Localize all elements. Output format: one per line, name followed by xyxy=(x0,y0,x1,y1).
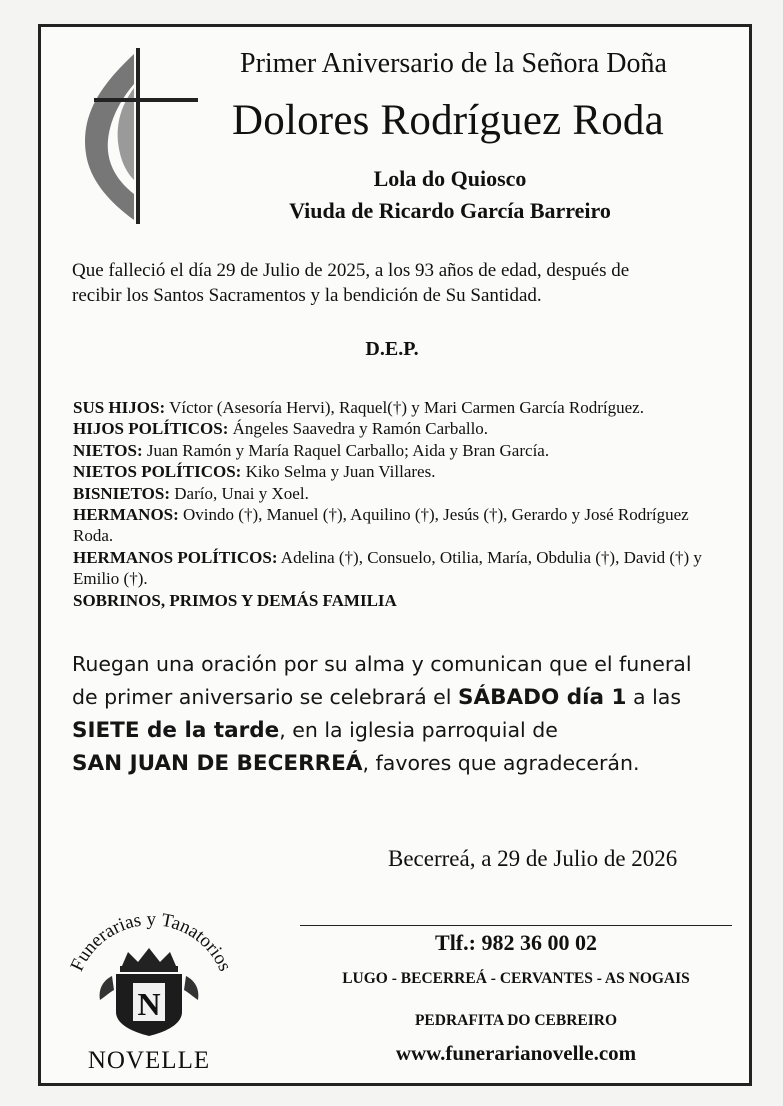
family-text: Kiko Selma y Juan Villares. xyxy=(241,462,436,482)
family-label: BISNIETOS: xyxy=(73,483,171,503)
family-row xyxy=(73,590,733,611)
widow-line: Viuda de Ricardo García Barreiro xyxy=(289,198,611,223)
family-label: HERMANOS: xyxy=(73,505,179,525)
funeral-day: SÁBADO día 1 xyxy=(458,685,627,710)
funeral-church: SAN JUAN DE BECERREÁ xyxy=(72,751,363,776)
funeral-line: Ruegan una oración por su alma y comunican que el funeral xyxy=(72,652,692,676)
funeral-line: , en la iglesia parroquial de xyxy=(279,718,558,742)
funeral-time: SIETE de la tarde xyxy=(72,718,280,743)
family-text: Adelina (†), Consuelo, Otilia, María, Obdulia (†), David (†) y Emilio (†). xyxy=(73,547,702,589)
footer-cities: LUGO - BECERREÁ - CERVANTES - AS NOGAIS xyxy=(342,970,690,987)
family-row xyxy=(73,440,733,461)
family-text: Darío, Unai y Xoel. xyxy=(170,483,309,503)
place-date: Becerreá, a 29 de Julio de 2026 xyxy=(388,846,678,871)
novelle-logo-icon xyxy=(54,908,244,1076)
funeral-line: , favores que agradecerán. xyxy=(362,751,640,775)
family-row xyxy=(73,397,733,418)
family-text: Víctor (Asesoría Hervi), Raquel(†) y Mari Carmen García Rodríguez. xyxy=(165,398,644,417)
family-label: SOBRINOS, PRIMOS Y DEMÁS FAMILIA xyxy=(73,590,397,610)
family-row xyxy=(73,547,713,590)
family-row xyxy=(73,483,733,504)
funeral-announcement xyxy=(72,648,744,780)
intro-line: recibir los Santos Sacramentos y la bendición de Su Santidad. xyxy=(72,285,542,306)
anniversary-heading: Primer Aniversario de la Señora Doña xyxy=(240,48,667,79)
cross-flame-icon xyxy=(72,44,200,224)
logo-brand: NOVELLE xyxy=(87,1047,211,1074)
intro-paragraph xyxy=(72,258,712,308)
family-label: SUS HIJOS: xyxy=(73,398,166,417)
footer-divider xyxy=(300,925,732,926)
family-row xyxy=(73,461,733,482)
funeral-line: de primer aniversario se celebrará el xyxy=(72,685,458,709)
family-label: NIETOS: xyxy=(73,440,143,460)
family-row xyxy=(73,504,698,547)
footer-phone: Tlf.: 982 36 00 02 xyxy=(435,930,597,955)
dep-text: D.E.P. xyxy=(365,338,419,360)
footer-cities-2: PEDRAFITA DO CEBREIRO xyxy=(414,1012,618,1029)
family-row xyxy=(73,418,733,439)
footer-website: www.funerarianovelle.com xyxy=(395,1041,637,1065)
family-text: Ovindo (†), Manuel (†), Aquilino (†), Jesús (†), Gerardo y José Rodríguez Roda. xyxy=(73,505,689,546)
family-label: NIETOS POLÍTICOS: xyxy=(73,462,242,482)
family-text: Ángeles Saavedra y Ramón Carballo. xyxy=(228,419,489,439)
logo-arc-textpath: Funerarias y Tanatorios xyxy=(66,908,236,975)
logo-letter: N xyxy=(137,986,161,1022)
family-label: HERMANOS POLÍTICOS: xyxy=(73,547,278,567)
family-list xyxy=(73,397,733,611)
deceased-name: Dolores Rodríguez Roda xyxy=(232,97,664,144)
nickname: Lola do Quiosco xyxy=(373,166,527,191)
intro-line: Que falleció el día 29 de Julio de 2025, a los 93 años de edad, después de xyxy=(72,260,630,281)
family-text: Juan Ramón y María Raquel Carballo; Aida y Bran García. xyxy=(142,440,550,460)
funeral-line: a las xyxy=(626,685,682,709)
family-label: HIJOS POLÍTICOS: xyxy=(73,419,229,439)
